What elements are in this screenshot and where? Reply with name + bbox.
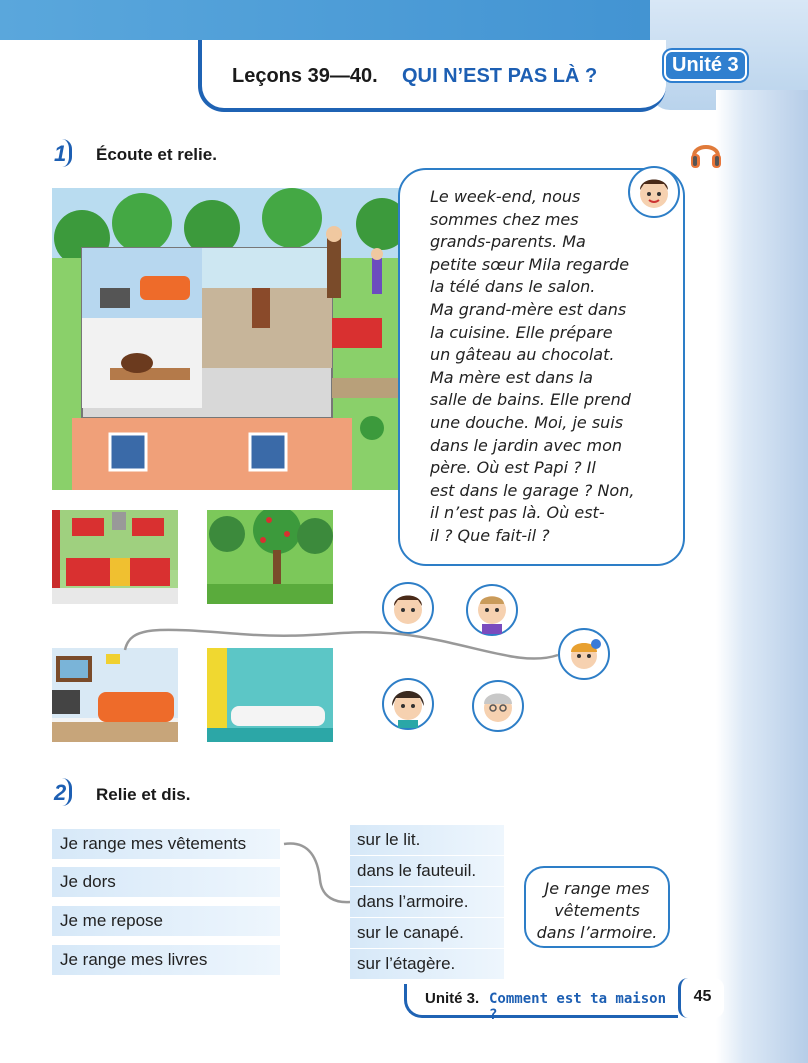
grandmother-avatar[interactable]: [472, 680, 524, 732]
footer-title: Comment est ta maison ?: [489, 991, 667, 1023]
story-line: dans le jardin avec mon: [430, 435, 623, 455]
exercise-2-marker: [62, 778, 72, 806]
sentence-end-5[interactable]: sur l’étagère.: [350, 949, 504, 979]
sentence-start-4[interactable]: Je range mes livres: [52, 945, 280, 975]
lessons-label: Leçons 39—40.: [232, 65, 378, 87]
headphones-icon: [688, 136, 724, 172]
exercise-1-number: 1: [54, 141, 67, 166]
right-margin-strip: [716, 90, 808, 1063]
sentence-end-4[interactable]: sur le canapé.: [350, 918, 504, 948]
story-line: il n’est pas là. Où est-: [430, 503, 605, 523]
sentence-start-3[interactable]: Je me repose: [52, 906, 280, 936]
garden-picture[interactable]: [207, 510, 333, 604]
story-line: père. Où est Papi ? Il: [430, 458, 596, 478]
example-line: dans l’armoire.: [536, 923, 658, 942]
story-speech-bubble: [398, 168, 685, 566]
story-line: Ma mère est dans la: [430, 367, 593, 387]
example-text: [526, 878, 668, 944]
story-line: il ? Que fait-il ?: [430, 525, 550, 545]
kitchen-picture[interactable]: [52, 510, 178, 604]
father-avatar[interactable]: [466, 584, 518, 636]
story-line: salle de bains. Elle prend: [430, 390, 631, 410]
exercise-1-marker: [62, 139, 72, 167]
story-line: une douche. Moi, je suis: [430, 412, 624, 432]
bathroom-picture[interactable]: [207, 648, 333, 742]
living-room-picture[interactable]: [52, 648, 178, 742]
footer-unit-title: [404, 984, 678, 1023]
unit-badge: Unité 3: [664, 50, 747, 81]
story-line: petite sœur Mila regarde: [430, 254, 630, 274]
exercise-1-instruction: Écoute et relie.: [96, 145, 217, 164]
exercise-2-number: 2: [54, 780, 67, 805]
story-line: Le week-end, nous: [430, 187, 581, 206]
lesson-title-box: [198, 40, 666, 112]
example-line: vêtements: [554, 901, 640, 920]
page-number: 45: [678, 978, 724, 1018]
sentence-end-2[interactable]: dans le fauteuil.: [350, 856, 504, 886]
house-illustration: [52, 188, 424, 490]
little-sister-avatar[interactable]: [558, 628, 610, 680]
girl-avatar[interactable]: [382, 582, 434, 634]
story-line: la cuisine. Elle prépare: [430, 322, 613, 342]
sentence-start-1[interactable]: Je range mes vêtements: [52, 829, 280, 859]
story-text: [430, 186, 670, 548]
story-line: grands-parents. Ma: [430, 232, 586, 252]
example-line: Je range mes: [544, 879, 650, 898]
story-line: Ma grand-mère est dans: [430, 299, 627, 319]
exercise-2-instruction: Relie et dis.: [96, 785, 191, 804]
story-line: un gâteau au chocolat.: [430, 345, 615, 365]
story-line: sommes chez mes: [430, 209, 579, 229]
example-speech-bubble: [524, 866, 670, 948]
lesson-title: QUI N’EST PAS LÀ ?: [402, 65, 598, 87]
story-line: la télé dans le salon.: [430, 277, 596, 297]
sentence-start-2[interactable]: Je dors: [52, 867, 280, 897]
narrator-girl-avatar: [628, 166, 680, 218]
story-line: est dans le garage ? Non,: [430, 480, 635, 500]
mother-avatar[interactable]: [382, 678, 434, 730]
footer-unit: Unité 3.: [425, 990, 480, 1007]
sentence-end-3[interactable]: dans l’armoire.: [350, 887, 504, 917]
sentence-end-1[interactable]: sur le lit.: [350, 825, 504, 855]
